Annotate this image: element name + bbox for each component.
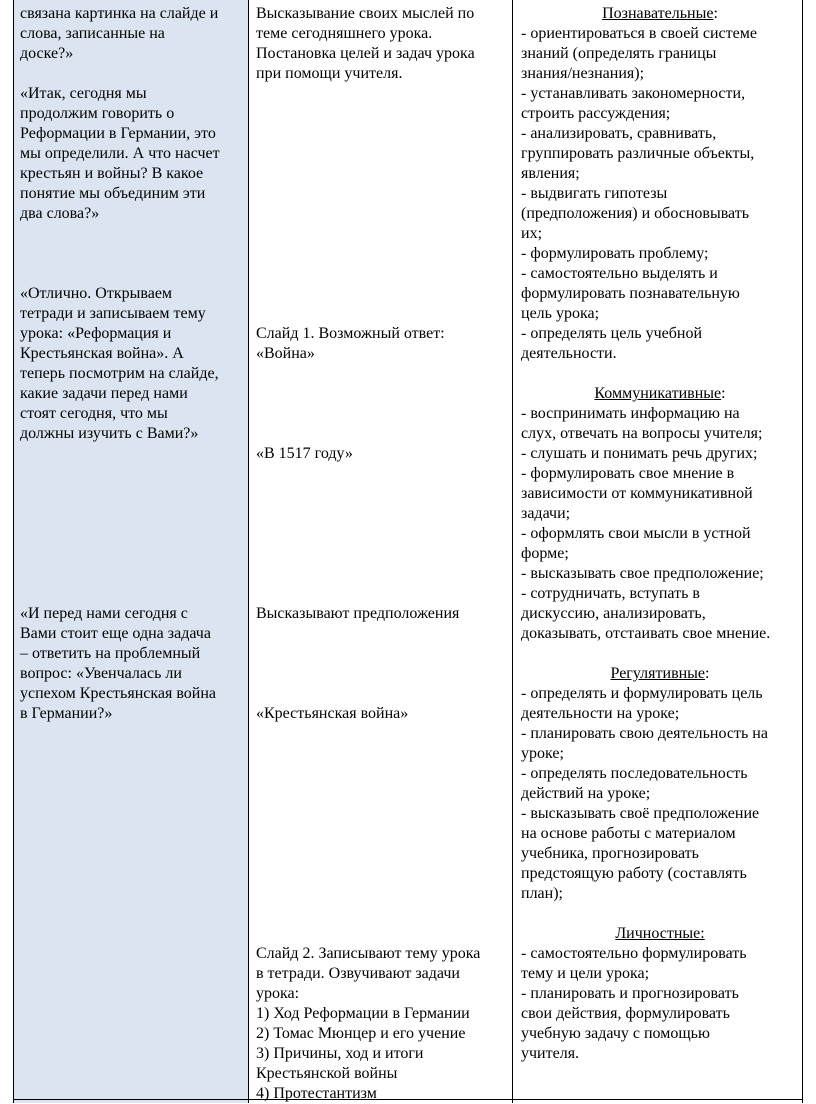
regulatory-heading: Регулятивные: (610, 665, 710, 682)
teacher-text-problem-question: «И перед нами сегодня с Вами стоит еще одна задача – ответить на проблемный вопрос: «Увенчалась ли успехом Крестьянская война в Германии?» (20, 605, 217, 722)
student-text-assumptions: Высказывают предположения (256, 605, 460, 622)
personal-list: - самостоятельно формулировать тему и цели урока; - планировать и прогнозировать свои действия, формулировать учебную задачу с помощью учителя. (521, 945, 747, 1062)
cognitive-list: - ориентироваться в своей системе знаний (определять границы знания/незнания); - устанавливать закономерности, строить рассуждения; - анализировать, сравнивать, группировать различные объекты, явления; - выдвигать гипотезы (предположения) и обосновывать их; - формулировать проблему; - самостоятельно выделять и формулировать познавательную цель урока; - определять цель учебной деятельности. (521, 25, 757, 362)
student-text-year: «В 1517 году» (256, 445, 353, 462)
regulatory-list: - определять и формулировать цель деятельности на уроке; - планировать свою деятельность на уроке; - определять последовательность действий на уроке; - высказывать своё предположение на основе работы с материалом учебника, прогнозировать предстоящую работу (составлять план); (521, 685, 768, 902)
student-text-slide1: Слайд 1. Возможный ответ: «Война» (256, 325, 445, 362)
communicative-list: - воспринимать информацию на слух, отвечать на вопросы учителя; - слушать и понимать речь других; - формулировать свое мнение в зависимости от коммуникативной задачи; - оформлять свои мысли в устной форме; - высказывать свое предположение; - сотрудничать, вступать в дискуссию, анализировать, доказывать, отстаивать свое мнение. (521, 405, 771, 642)
student-text-goals: Высказывание своих мыслей по теме сегодняшнего урока. Постановка целей и задач урока при помощи учителя. (256, 5, 475, 82)
student-text-slide2-tasks: Слайд 2. Записывают тему урока в тетради. Озвучивают задачи урока: 1) Ход Реформации в Германии 2) Томас Мюнцер и его учение 3) Причины, ход и итоги Крестьянской войны 4) Протестантизм (256, 945, 481, 1102)
student-text-peasant-war: «Крестьянская война» (256, 705, 409, 722)
teacher-text-question: связана картинка на слайде и слова, записанные на доске?» (20, 5, 219, 62)
cognitive-heading: Познавательные: (602, 5, 718, 22)
communicative-heading: Коммуникативные: (594, 385, 726, 402)
student-activity-column (249, 0, 513, 1103)
personal-heading: Личностные: (615, 925, 705, 942)
teacher-text-lesson-topic: «Отлично. Открываем тетради и записываем тему урока: «Реформация и Крестьянская война». А теперь посмотрим на слайде, какие задачи перед нами стоят сегодня, что мы должны изучить с Вами?» (20, 285, 219, 442)
teacher-text-reformation: «Итак, сегодня мы продолжим говорить о Реформации в Германии, это мы определили. А что насчет крестьян и войны? В какое понятие мы объединим эти два слова?» (20, 85, 220, 222)
